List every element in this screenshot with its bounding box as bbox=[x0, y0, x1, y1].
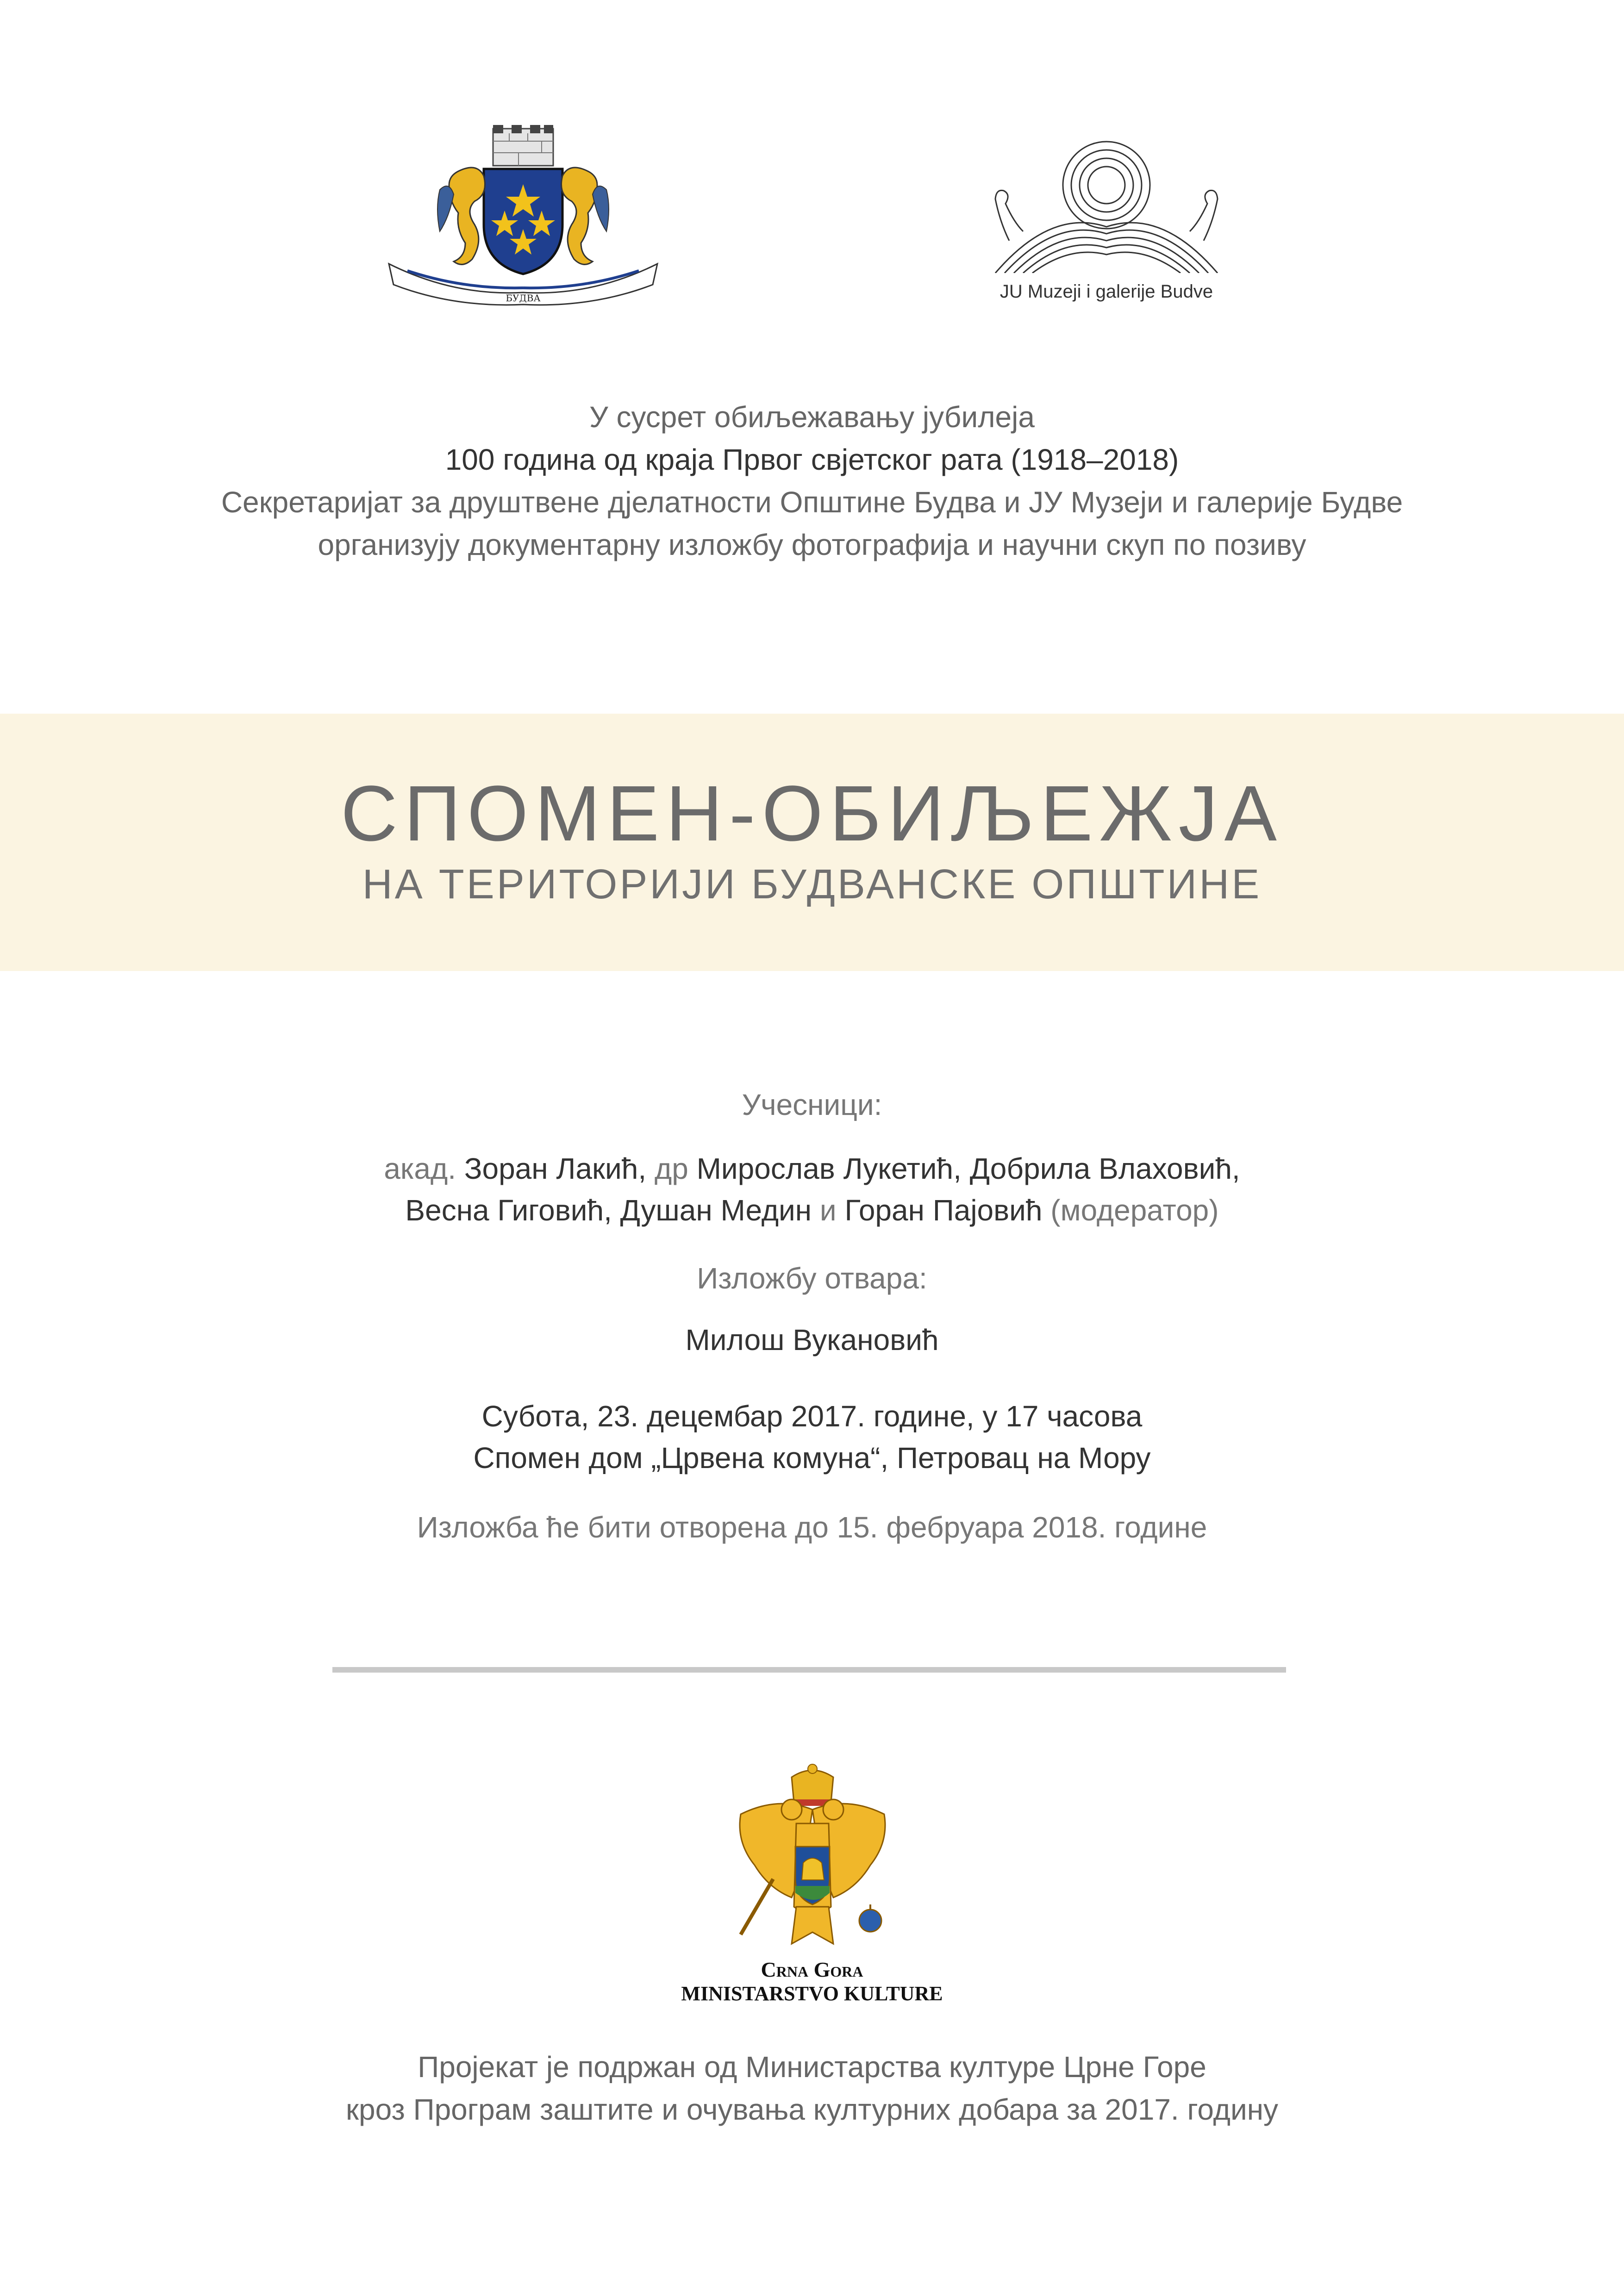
ministry-line-1: Crna Gora bbox=[761, 1958, 863, 1981]
intro-line-1: У сусрет обиљежавању јубилеја bbox=[589, 400, 1035, 434]
divider bbox=[332, 1667, 1286, 1673]
intro-line-4: организују документарну изложбу фотографија и научни скуп по позиву bbox=[318, 528, 1306, 561]
museum-name: JU Muzeji i galerije Budve bbox=[999, 281, 1213, 302]
ministry-name bbox=[0, 1958, 1624, 2006]
opening-label: Изложбу отвара: bbox=[697, 1262, 927, 1295]
participants-line-2: Весна Гиговић, Душан Медин и Горан Пајовић (модератор) bbox=[405, 1194, 1219, 1227]
sub-title: НА ТЕРИТОРИЈИ БУДВАНСКЕ ОПШТИНЕ bbox=[362, 861, 1262, 908]
main-title: СПОМЕН-ОБИЉЕЖЈА bbox=[340, 770, 1283, 858]
crest-ribbon-text: БУДВА bbox=[506, 292, 541, 304]
intro-line-2: 100 година од краја Првог свјетског рата (1918–2018) bbox=[445, 443, 1179, 476]
ministry-line-2: MINISTARSTVO KULTURE bbox=[681, 1982, 943, 2005]
montenegro-coat-of-arms-icon bbox=[722, 1759, 903, 1972]
event-datetime: Субота, 23. децембар 2017. године, у 17 часова bbox=[481, 1400, 1143, 1433]
footer-line-2: кроз Програм заштите и очувања културних добара за 2017. годину bbox=[345, 2093, 1279, 2126]
footer-line-1: Пројекат је подржан од Министарства културе Црне Горе bbox=[418, 2050, 1206, 2084]
participants-line-1: акад. Зоран Лакић, др Мирослав Лукетић, Добрила Влаховић, bbox=[384, 1152, 1240, 1185]
budva-coat-of-arms-icon bbox=[380, 125, 667, 310]
participants-label: Учесници: bbox=[742, 1088, 882, 1121]
event-venue: Спомен дом „Црвена комуна“, Петровац на Мору bbox=[473, 1441, 1151, 1475]
opening-name: Милош Вукановић bbox=[685, 1323, 939, 1356]
event-duration: Изложба ће бити отворена до 15. фебруара 2018. године bbox=[417, 1511, 1207, 1544]
intro-line-3: Секретаријат за друштвене дјелатности Општине Будва и ЈУ Музеји и галерије Будве bbox=[221, 485, 1403, 519]
